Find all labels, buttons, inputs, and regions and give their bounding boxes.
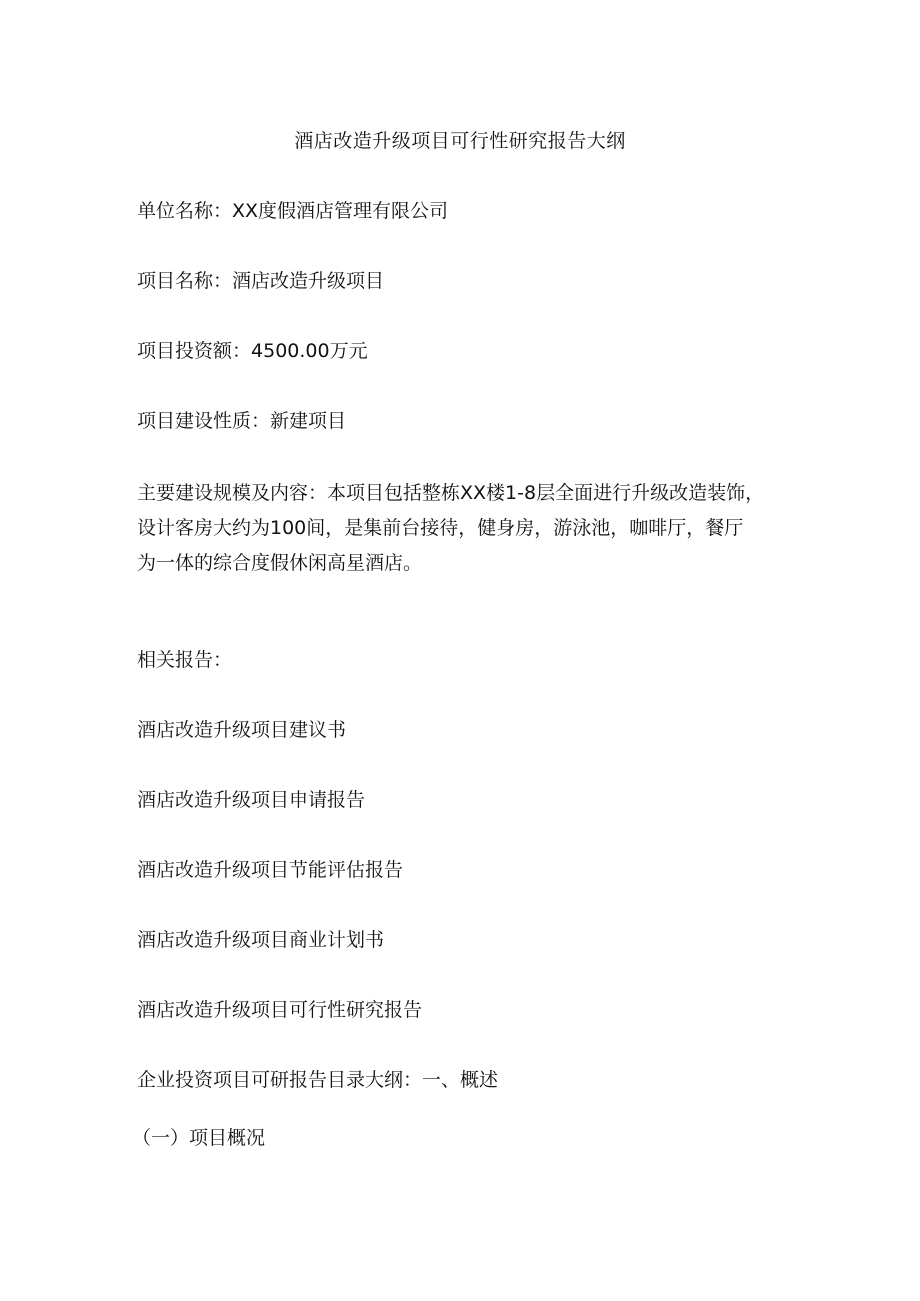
document-title: 酒店改造升级项目可行性研究报告大纲 (294, 130, 626, 152)
construction-scope-paragraph (137, 476, 787, 581)
investment-label: 项目投资额： (137, 340, 252, 362)
unit-name-label: 单位名称： (137, 200, 233, 222)
scope-line-3: 为一体的综合度假休闲高星酒店。 (137, 552, 423, 574)
construction-nature-line (137, 406, 346, 436)
related-reports-heading: 相关报告： (137, 649, 233, 671)
related-report-item: 酒店改造升级项目建议书 (137, 719, 347, 741)
scope-line-2: 设计客房大约为100间，是集前台接待，健身房，游泳池，咖啡厅，餐厅 (137, 517, 744, 539)
construction-nature-value: 新建项目 (270, 410, 347, 432)
related-report-item: 酒店改造升级项目可行性研究报告 (137, 999, 423, 1021)
project-name-value: 酒店改造升级项目 (232, 270, 385, 292)
unit-name-line (137, 196, 448, 226)
related-report-item: 酒店改造升级项目申请报告 (137, 789, 366, 811)
unit-name-value: XX度假酒店管理有限公司 (232, 200, 449, 222)
related-report-item: 酒店改造升级项目节能评估报告 (137, 859, 404, 881)
investment-value: 4500.00万元 (251, 340, 368, 362)
outline-subsection: （一）项目概况 (132, 1127, 266, 1149)
investment-line (137, 336, 368, 366)
project-name-label: 项目名称： (137, 270, 233, 292)
construction-nature-label: 项目建设性质： (137, 410, 271, 432)
project-name-line (137, 266, 384, 296)
outline-heading: 企业投资项目可研报告目录大纲：一、概述 (137, 1069, 499, 1091)
scope-line-1: 主要建设规模及内容：本项目包括整栋XX楼1-8层全面进行升级改造装饰， (137, 482, 765, 504)
related-report-item: 酒店改造升级项目商业计划书 (137, 929, 385, 951)
